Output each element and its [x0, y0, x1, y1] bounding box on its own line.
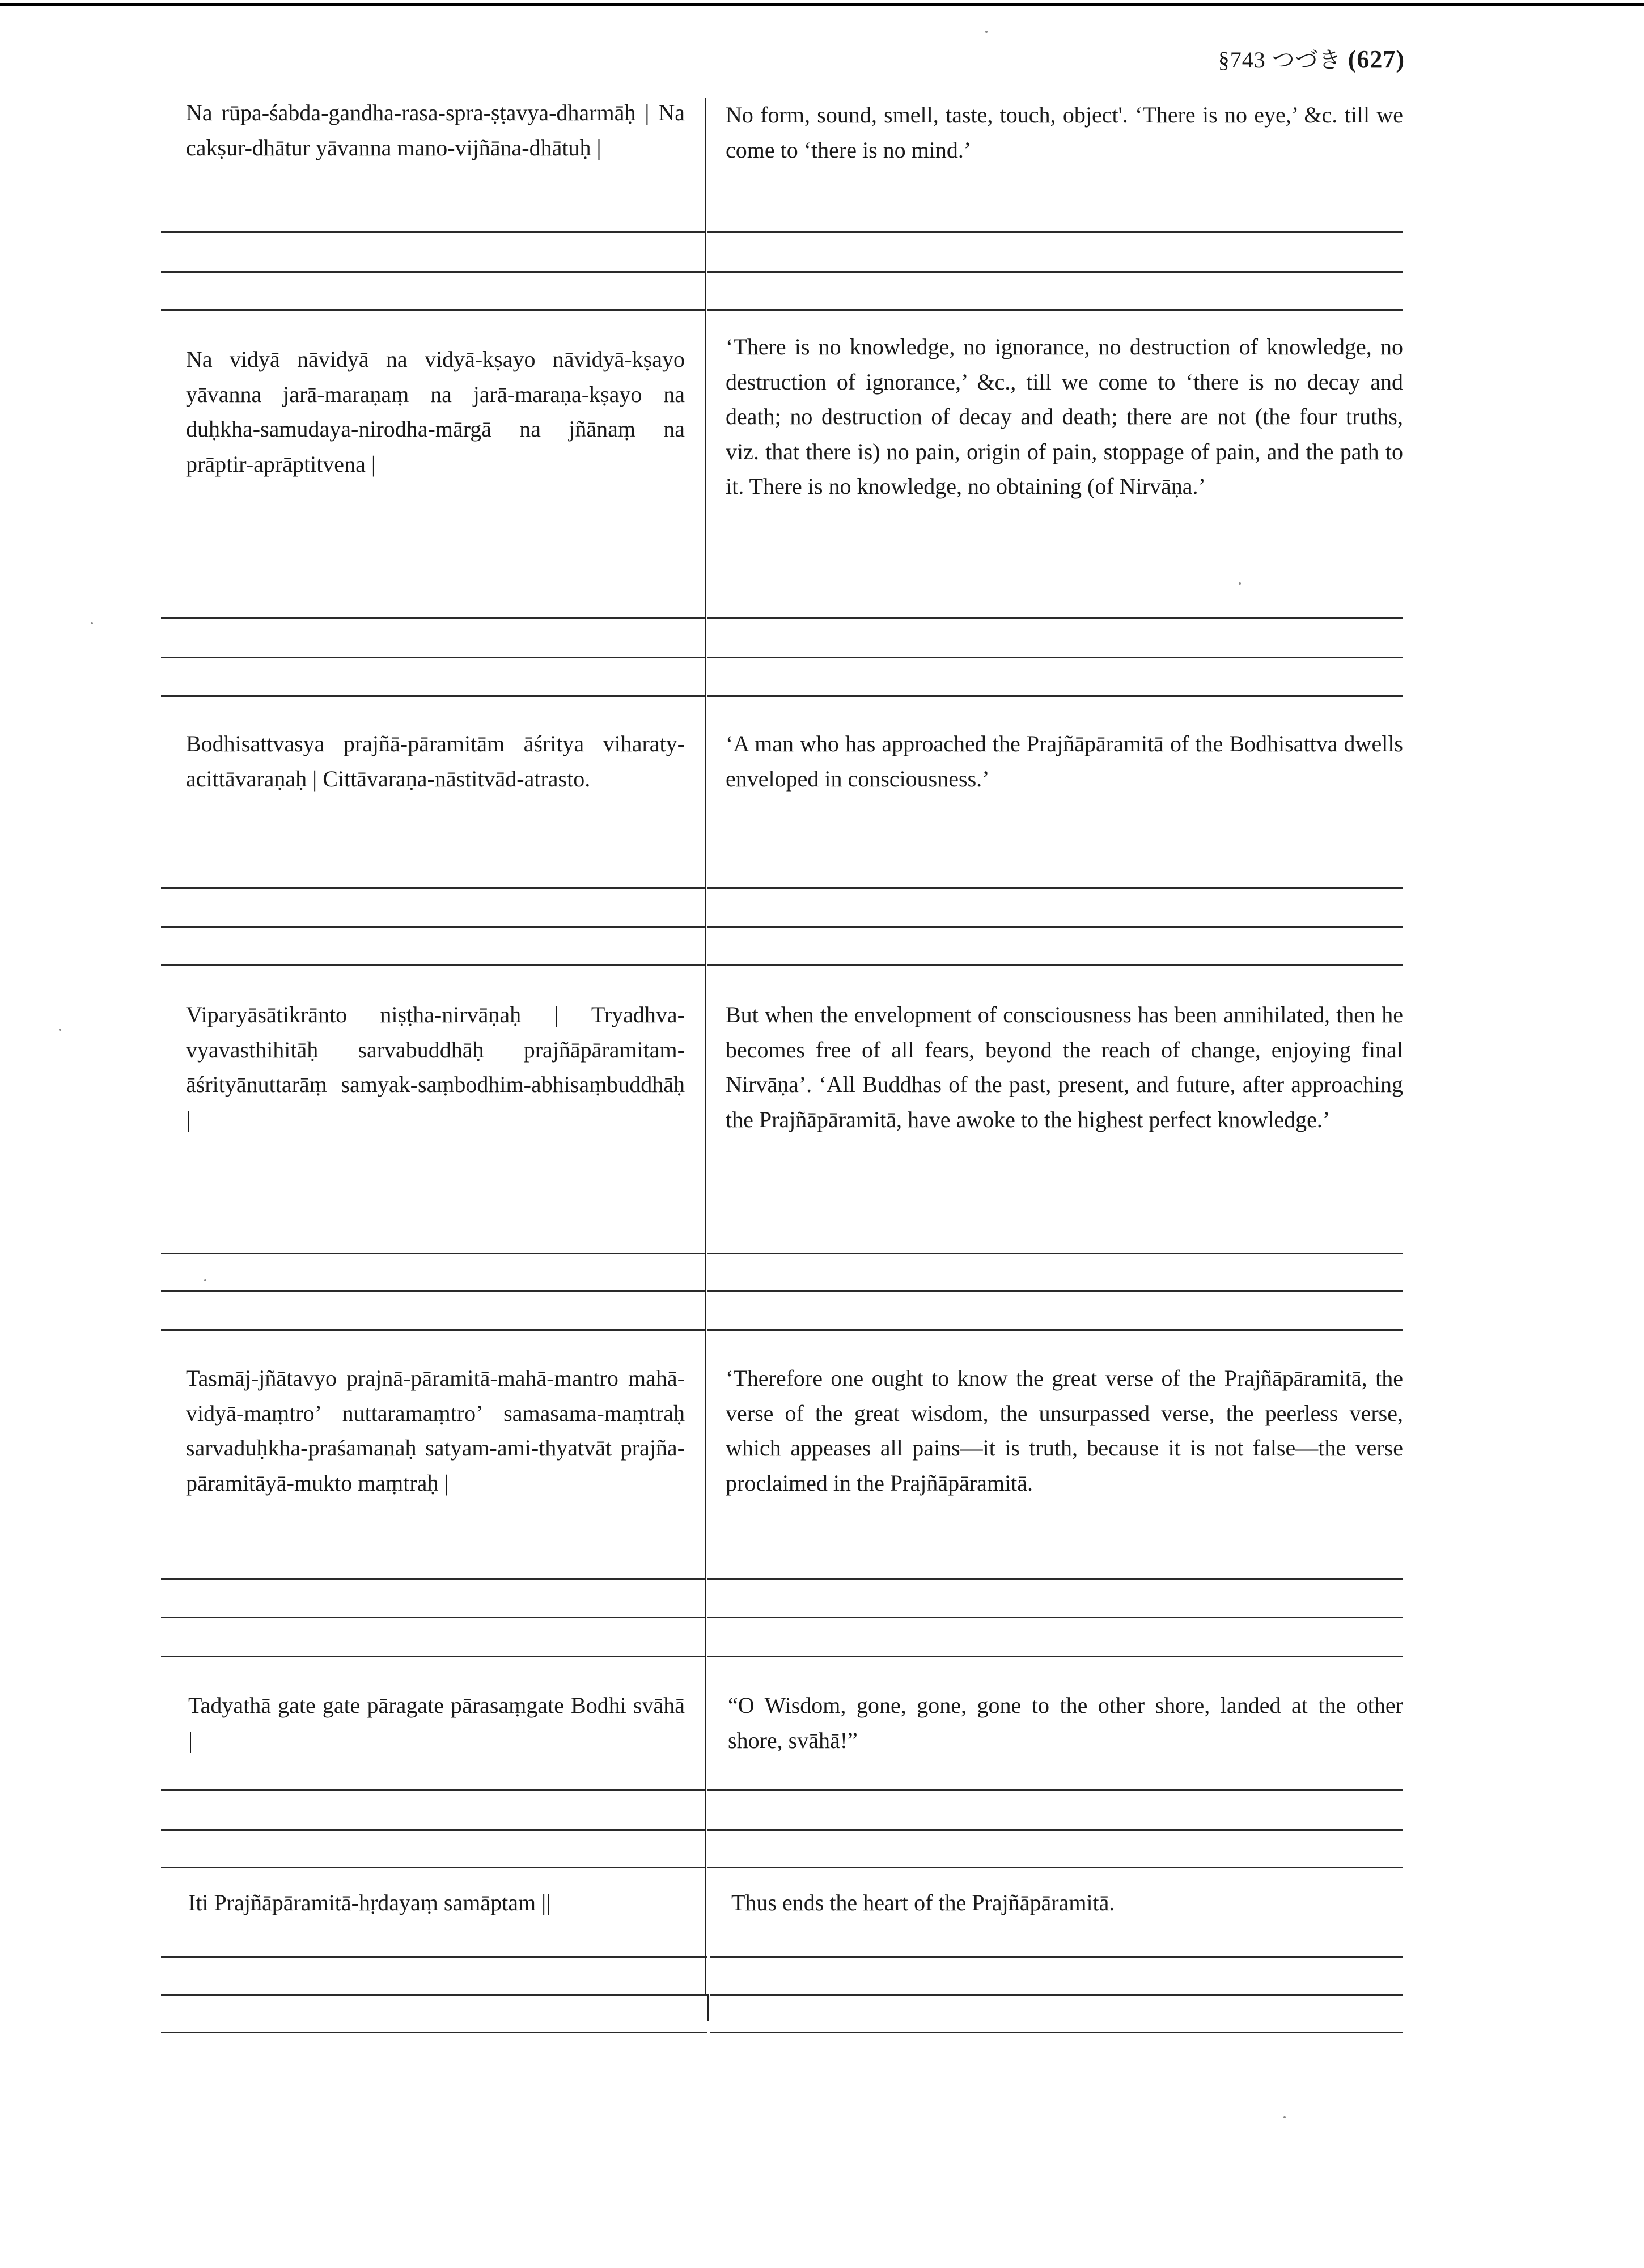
rule-right: [707, 1617, 1403, 1618]
rule-left: [161, 1789, 705, 1791]
rule-left: [161, 1253, 705, 1254]
rule-right: [707, 657, 1403, 658]
rule-left: [161, 964, 705, 966]
rule-right: [707, 926, 1403, 928]
english-translation: But when the envelopment of consciousness has been annihilated, then he becomes free of all fears, beyond the reach of change, enjoying final Nirvāṇa’. ‘All Buddhas of the past, present, and future, after approaching the Prajñāpāramitā, have awoke to the highest perfect knowledge.’: [726, 1002, 1403, 1132]
sanskrit-text: Iti Prajñāpāramitā-hṛdayaṃ samāptam ||: [188, 1890, 551, 1915]
rule-left: [161, 1956, 707, 1958]
rule-right: [707, 887, 1403, 889]
english-translation: ‘Therefore one ought to know the great verse of the Prajñāpāramitā, the verse of the great wisdom, the unsurpassed verse, the peerless verse, which appeases all pains—it is truth, because it is not false—the verse proclaimed in the Prajñāpāramitā.: [726, 1365, 1403, 1496]
rule-right: [707, 617, 1403, 619]
sanskrit-text: Na vidyā nāvidyā na vidyā-kṣayo nāvidyā-kṣayo yāvanna jarā-maraṇaṃ na jarā-maraṇa-kṣayo na duḥkha-samudaya-nirodha-mārgā na jñānaṃ na prāptir-aprāptitvena |: [186, 346, 685, 477]
rule-left: [161, 1617, 705, 1618]
rule-right: [707, 1329, 1403, 1331]
rule-left: [161, 271, 705, 273]
rule-left: [161, 1290, 705, 1292]
scan-speck: [204, 1279, 206, 1281]
english-translation: Thus ends the heart of the Prajñāpāramitā.: [731, 1890, 1115, 1915]
scan-speck: [91, 622, 93, 624]
column-divider: [707, 1994, 709, 2021]
rule-right: [707, 1829, 1403, 1831]
rule-left: [161, 231, 705, 233]
rule-left: [161, 2032, 707, 2033]
section-reference: §743 つづき: [1218, 47, 1342, 73]
rule-right: [707, 1290, 1403, 1292]
scan-speck: [985, 31, 988, 33]
sanskrit-text: Tasmāj-jñātavyo prajnā-pāramitā-mahā-mantro mahā-vidyā-maṃtro’ nuttaramaṃtro’ samasama-maṃtraḥ sarvaduḥkha-praśamanaḥ satyam-ami-thyatvāt prajña-pāramitāyā-mukto maṃtraḥ |: [186, 1365, 685, 1496]
rule-right: [707, 1867, 1403, 1868]
rule-right: [710, 1956, 1403, 1958]
scan-speck: [1239, 582, 1241, 585]
english-translation: ‘There is no knowledge, no ignorance, no destruction of knowledge, no destruction of ignorance,’ &c., till we come to ‘there is no decay and death; no destruction of decay and death; there are not (the four truths, viz. that there is) no pain, origin of pain, stoppage of pain, and the path to it. There is no knowledge, no obtaining (of Nirvāṇa.’: [726, 334, 1403, 499]
rule-left: [161, 1656, 705, 1657]
rule-left: [161, 1329, 705, 1331]
scan-speck: [1283, 2116, 1286, 2118]
rule-right: [707, 1578, 1403, 1580]
rule-right: [707, 695, 1403, 697]
page-number: (627): [1348, 45, 1405, 73]
sanskrit-text: Tadyathā gate gate pāragate pārasaṃgate Bodhi svāhā |: [188, 1692, 685, 1753]
rule-left: [161, 695, 705, 697]
rule-right: [710, 1994, 1403, 1996]
rule-left: [161, 1829, 705, 1831]
rule-left: [161, 309, 705, 311]
rule-left: [161, 887, 705, 889]
sanskrit-text: Viparyāsātikrānto niṣṭha-nirvāṇaḥ | Tryadhva-vyavasthihitāḥ sarvabuddhāḥ prajñāpāramitam-āśrityānuttarāṃ samyak-saṃbodhim-abhisaṃbuddhāḥ |: [186, 1002, 685, 1132]
english-translation: “O Wisdom, gone, gone, gone to the other shore, landed at the other shore, svāhā!”: [728, 1692, 1403, 1753]
page-header: [1218, 42, 1405, 74]
rule-right: [707, 1253, 1403, 1254]
scan-speck: [59, 1029, 61, 1031]
rule-left: [161, 1867, 705, 1868]
rule-left: [161, 1578, 705, 1580]
rule-right: [707, 1789, 1403, 1791]
column-divider: [705, 98, 706, 1994]
sanskrit-text: Bodhisattvasya prajñā-pāramitām āśritya viharaty-acittāvaraṇaḥ | Cittāvaraṇa-nāstitvād-atrasto.: [186, 731, 685, 792]
rule-right: [710, 2032, 1403, 2033]
rule-right: [707, 964, 1403, 966]
rule-right: [707, 231, 1403, 233]
rule-left: [161, 1994, 707, 1996]
rule-left: [161, 617, 705, 619]
sanskrit-text: Na rūpa-śabda-gandha-rasa-spra-ṣṭavya-dharmāḥ | Na cakṣur-dhātur yāvanna mano-vijñāna-dhātuḥ |: [186, 100, 685, 160]
rule-right: [707, 309, 1403, 311]
rule-left: [161, 657, 705, 658]
rule-right: [707, 271, 1403, 273]
rule-left: [161, 926, 705, 928]
rule-right: [707, 1656, 1403, 1657]
top-border-rule: [0, 3, 1644, 6]
english-translation: No form, sound, smell, taste, touch, object'. ‘There is no eye,’ &c. till we come to ‘there is no mind.’: [726, 102, 1403, 163]
english-translation: ‘A man who has approached the Prajñāpāramitā of the Bodhisattva dwells enveloped in consciousness.’: [726, 731, 1403, 792]
